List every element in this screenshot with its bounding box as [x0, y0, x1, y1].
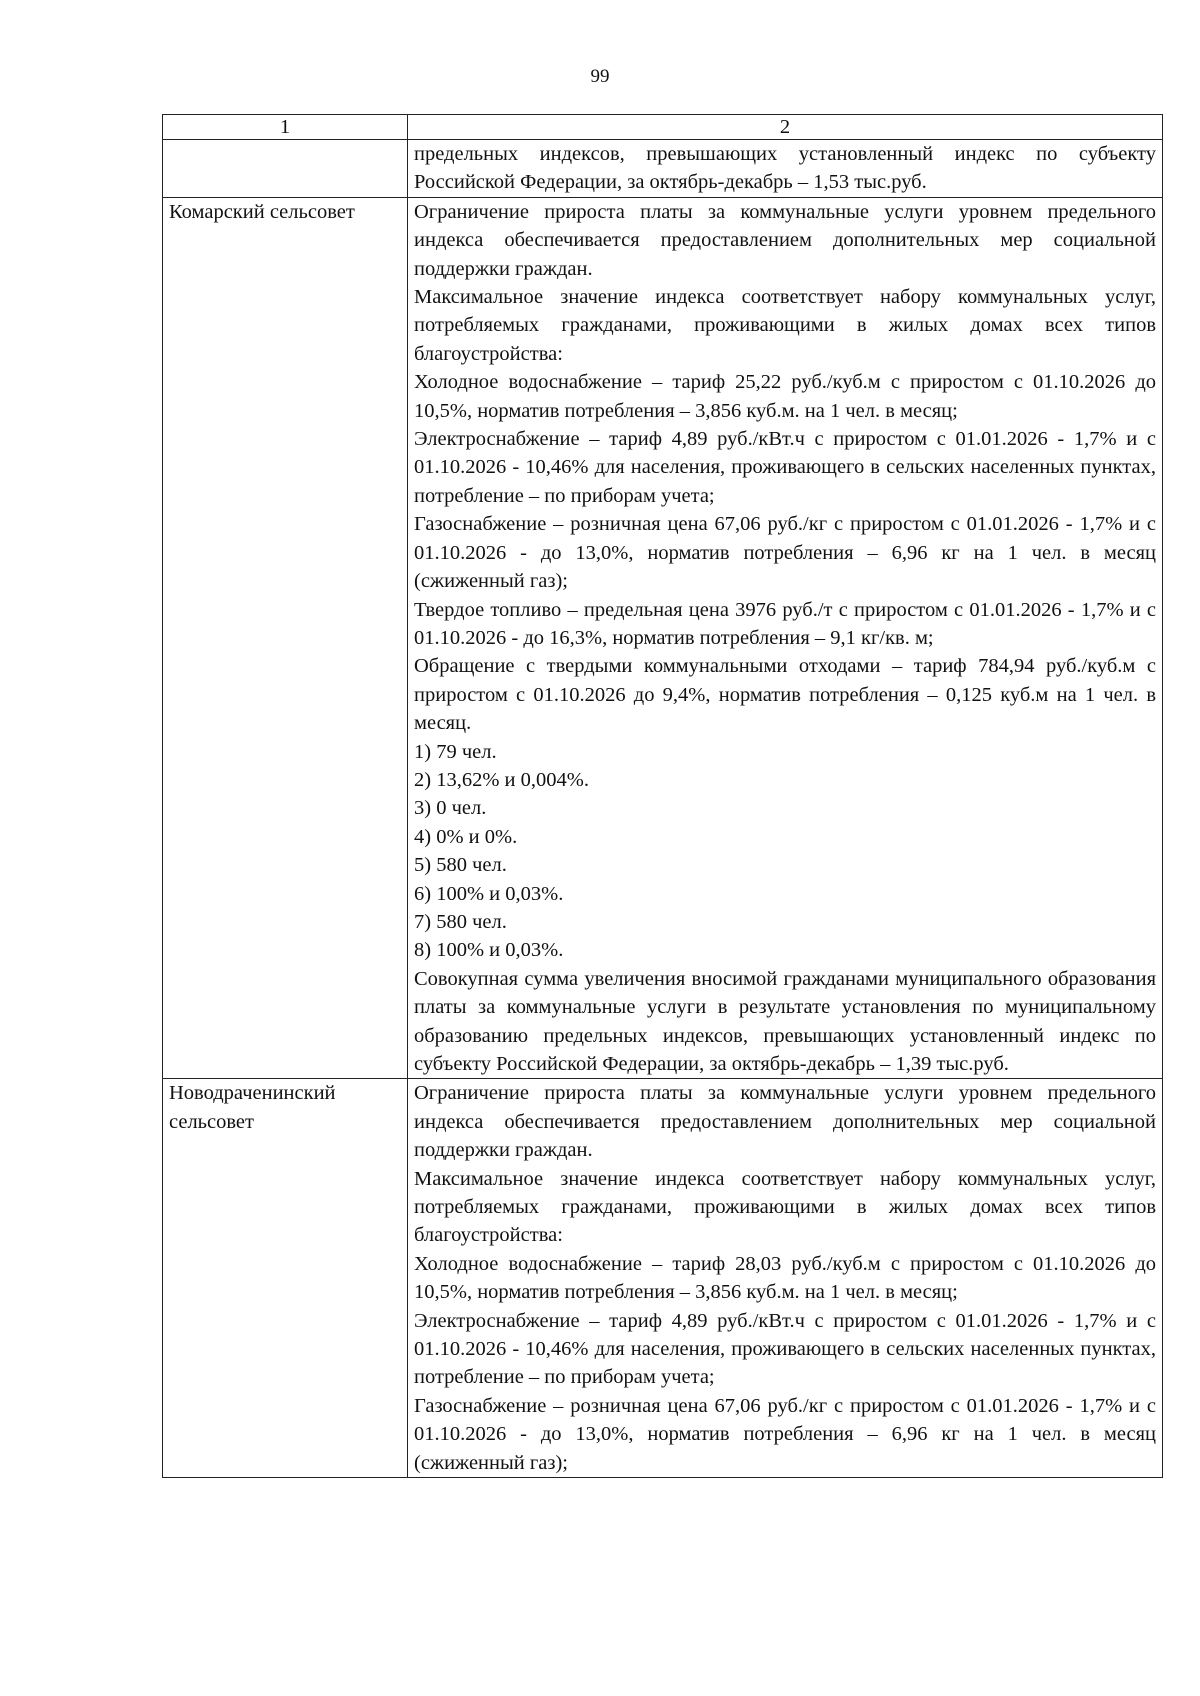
- table-row: [163, 197, 1163, 1079]
- description-paragraph: 4) 0% и 0%.: [414, 825, 518, 848]
- description-paragraph: 6) 100% и 0,03%.: [414, 882, 564, 905]
- description-paragraph: 8) 100% и 0,03%.: [414, 939, 564, 962]
- table-body: [163, 115, 1163, 1478]
- description-paragraph: Газоснабжение – розничная цена 67,06 руб./кг с приростом с 01.01.2026 - 1,7% и с 01.10.2026 - до 13,0%, норматив потребления – 6,96 кг на 1 чел. в месяц (сжиженный газ);: [414, 513, 1156, 593]
- description-paragraph: Электроснабжение – тариф 4,89 руб./кВт.ч с приростом с 01.01.2026 - 1,7% и с 01.10.2026 - 10,46% для населения, проживающего в сельских населенных пунктах, потребление – по приборам учета;: [414, 1309, 1156, 1389]
- description-paragraph: 7) 580 чел.: [414, 910, 507, 933]
- description-paragraph: Обращение с твердыми коммунальными отходами – тариф 784,94 руб./куб.м с приростом с 01.10.2026 до 9,4%, норматив потребления – 0,125 куб.м на 1 чел. в месяц.: [414, 655, 1156, 735]
- description-paragraph: Холодное водоснабжение – тариф 25,22 руб./куб.м с приростом с 01.10.2026 до 10,5%, норматив потребления – 3,856 куб.м. на 1 чел. в месяц;: [414, 371, 1156, 422]
- table-header-row: [163, 115, 1163, 140]
- description-paragraph: Максимальное значение индекса соответствует набору коммунальных услуг, потребляемых гражданами, проживающими в жилых домах всех типов благоустройства:: [414, 1167, 1156, 1247]
- description-paragraph: Газоснабжение – розничная цена 67,06 руб./кг с приростом с 01.01.2026 - 1,7% и с 01.10.2026 - до 13,0%, норматив потребления – 6,96 кг на 1 чел. в месяц (сжиженный газ);: [414, 1394, 1156, 1474]
- description-paragraph: Совокупная сумма увеличения вносимой гражданами муниципального образования платы за коммунальные услуги в результате установления по муниципальному образованию предельных индексов, превышающих установленный индекс по субъекту Российской Федерации, за октябрь-декабрь – 1,39 тыс.руб.: [414, 967, 1156, 1075]
- description-paragraph: Ограничение прироста платы за коммунальные услуги уровнем предельного индекса обеспечивается предоставлением дополнительных мер социальной поддержки граждан.: [414, 1082, 1156, 1162]
- description-paragraph: Электроснабжение – тариф 4,89 руб./кВт.ч с приростом с 01.01.2026 - 1,7% и с 01.10.2026 - 10,46% для населения, проживающего в сельских населенных пунктах, потребление – по приборам учета;: [414, 428, 1156, 507]
- description-paragraph: 5) 580 чел.: [414, 854, 507, 877]
- utility-index-table: [162, 114, 1163, 1478]
- description-paragraph: Максимальное значение индекса соответствует набору коммунальных услуг, потребляемых гражданами, проживающими в жилых домах всех типов благоустройства:: [414, 286, 1156, 365]
- table-row: [163, 140, 1163, 198]
- municipality-name: Новодраченинский сельсовет: [163, 1079, 408, 1478]
- municipality-name: [163, 140, 408, 198]
- column-header-1: 1: [163, 115, 408, 140]
- description-paragraph: Ограничение прироста платы за коммунальные услуги уровнем предельного индекса обеспечивается предоставлением дополнительных мер социальной поддержки граждан.: [414, 200, 1156, 280]
- description-paragraph: 3) 0 чел.: [414, 797, 487, 820]
- description-paragraph: 2) 13,62% и 0,004%.: [414, 768, 589, 791]
- municipality-name: Комарский сельсовет: [163, 197, 408, 1079]
- description-paragraph: Холодное водоснабжение – тариф 28,03 руб./куб.м с приростом с 01.10.2026 до 10,5%, норматив потребления – 3,856 куб.м. на 1 чел. в месяц;: [414, 1252, 1156, 1304]
- column-header-2: 2: [408, 115, 1163, 140]
- municipality-description: [408, 197, 1163, 1079]
- municipality-description: [408, 1079, 1163, 1478]
- municipality-description: [408, 140, 1163, 198]
- table-row: [163, 1079, 1163, 1478]
- description-paragraph: предельных индексов, превышающих установленный индекс по субъекту Российской Федерации, за октябрь-декабрь – 1,53 тыс.руб.: [414, 143, 1156, 194]
- description-paragraph: 1) 79 чел.: [414, 740, 497, 763]
- page-number: 99: [590, 66, 610, 87]
- description-paragraph: Твердое топливо – предельная цена 3976 руб./т с приростом с 01.01.2026 - 1,7% и с 01.10.2026 - до 16,3%, норматив потребления – 9,1 кг/кв. м;: [414, 598, 1156, 649]
